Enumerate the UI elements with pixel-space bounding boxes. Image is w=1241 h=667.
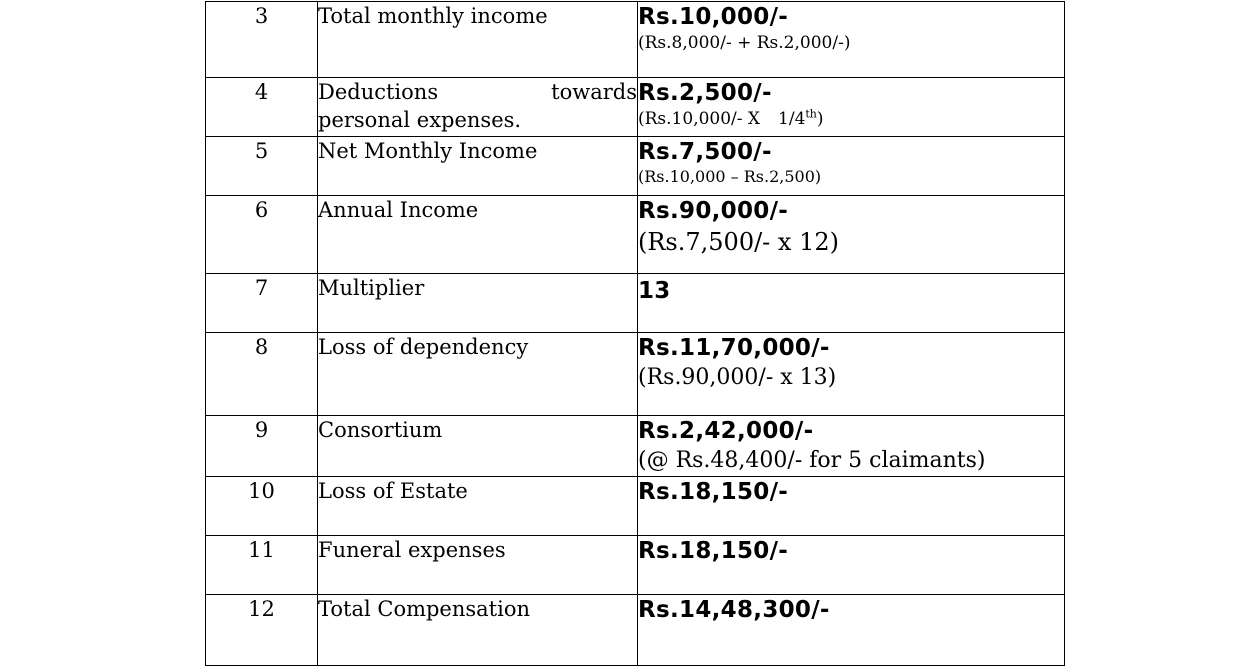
row-amount: Rs.10,000/- [638, 4, 789, 30]
table-row [206, 2, 1065, 78]
row-amount-cell [638, 137, 1065, 196]
row-item: Multiplier [318, 274, 638, 333]
row-number: 11 [206, 536, 318, 595]
row-item: Funeral expenses [318, 536, 638, 595]
row-item: Total monthly income [318, 2, 638, 78]
row-number: 10 [206, 477, 318, 536]
table-row [206, 274, 1065, 333]
table-row [206, 137, 1065, 196]
row-number: 7 [206, 274, 318, 333]
row-item: Consortium [318, 416, 638, 477]
table-row [206, 196, 1065, 274]
row-number: 4 [206, 78, 318, 137]
row-number: 8 [206, 333, 318, 416]
row-amount-cell [638, 595, 1065, 666]
row-amount-cell [638, 536, 1065, 595]
row-item: Loss of Estate [318, 477, 638, 536]
row-amount: Rs.11,70,000/- [638, 335, 830, 361]
row-number: 12 [206, 595, 318, 666]
row-item: Loss of dependency [318, 333, 638, 416]
row-amount-cell [638, 274, 1065, 333]
row-amount-cell [638, 416, 1065, 477]
row-amount: 13 [638, 278, 671, 304]
row-amount-cell [638, 477, 1065, 536]
row-detail: (Rs.10,000/- X 1/4th) [638, 107, 824, 129]
row-amount: Rs.14,48,300/- [638, 597, 830, 623]
row-detail: (Rs.10,000 – Rs.2,500) [638, 167, 822, 186]
table-row [206, 416, 1065, 477]
row-item: Net Monthly Income [318, 137, 638, 196]
row-number: 9 [206, 416, 318, 477]
row-detail: (Rs.8,000/- + Rs.2,000/-) [638, 33, 851, 53]
table-row [206, 477, 1065, 536]
table-row [206, 536, 1065, 595]
row-amount: Rs.7,500/- [638, 139, 772, 165]
row-detail: (Rs.7,500/- x 12) [638, 228, 839, 256]
row-item [318, 78, 638, 137]
row-detail: (@ Rs.48,400/- for 5 claimants) [638, 448, 986, 473]
row-amount-cell [638, 196, 1065, 274]
row-detail: (Rs.90,000/- x 13) [638, 365, 837, 390]
row-item-line: personal expenses. [318, 108, 522, 132]
row-amount: Rs.90,000/- [638, 198, 789, 224]
row-item-word: towards [551, 80, 637, 104]
row-item-word: Deductions [318, 80, 439, 104]
row-amount: Rs.18,150/- [638, 538, 789, 564]
row-number: 6 [206, 196, 318, 274]
row-amount-cell [638, 2, 1065, 78]
row-item: Annual Income [318, 196, 638, 274]
row-item: Total Compensation [318, 595, 638, 666]
row-number: 5 [206, 137, 318, 196]
row-amount-cell [638, 78, 1065, 137]
compensation-table [205, 1, 1065, 666]
table-row [206, 333, 1065, 416]
row-amount: Rs.18,150/- [638, 479, 789, 505]
table-row [206, 595, 1065, 666]
row-amount-cell [638, 333, 1065, 416]
table-row [206, 78, 1065, 137]
row-amount: Rs.2,500/- [638, 80, 772, 106]
row-number: 3 [206, 2, 318, 78]
row-amount: Rs.2,42,000/- [638, 418, 814, 444]
